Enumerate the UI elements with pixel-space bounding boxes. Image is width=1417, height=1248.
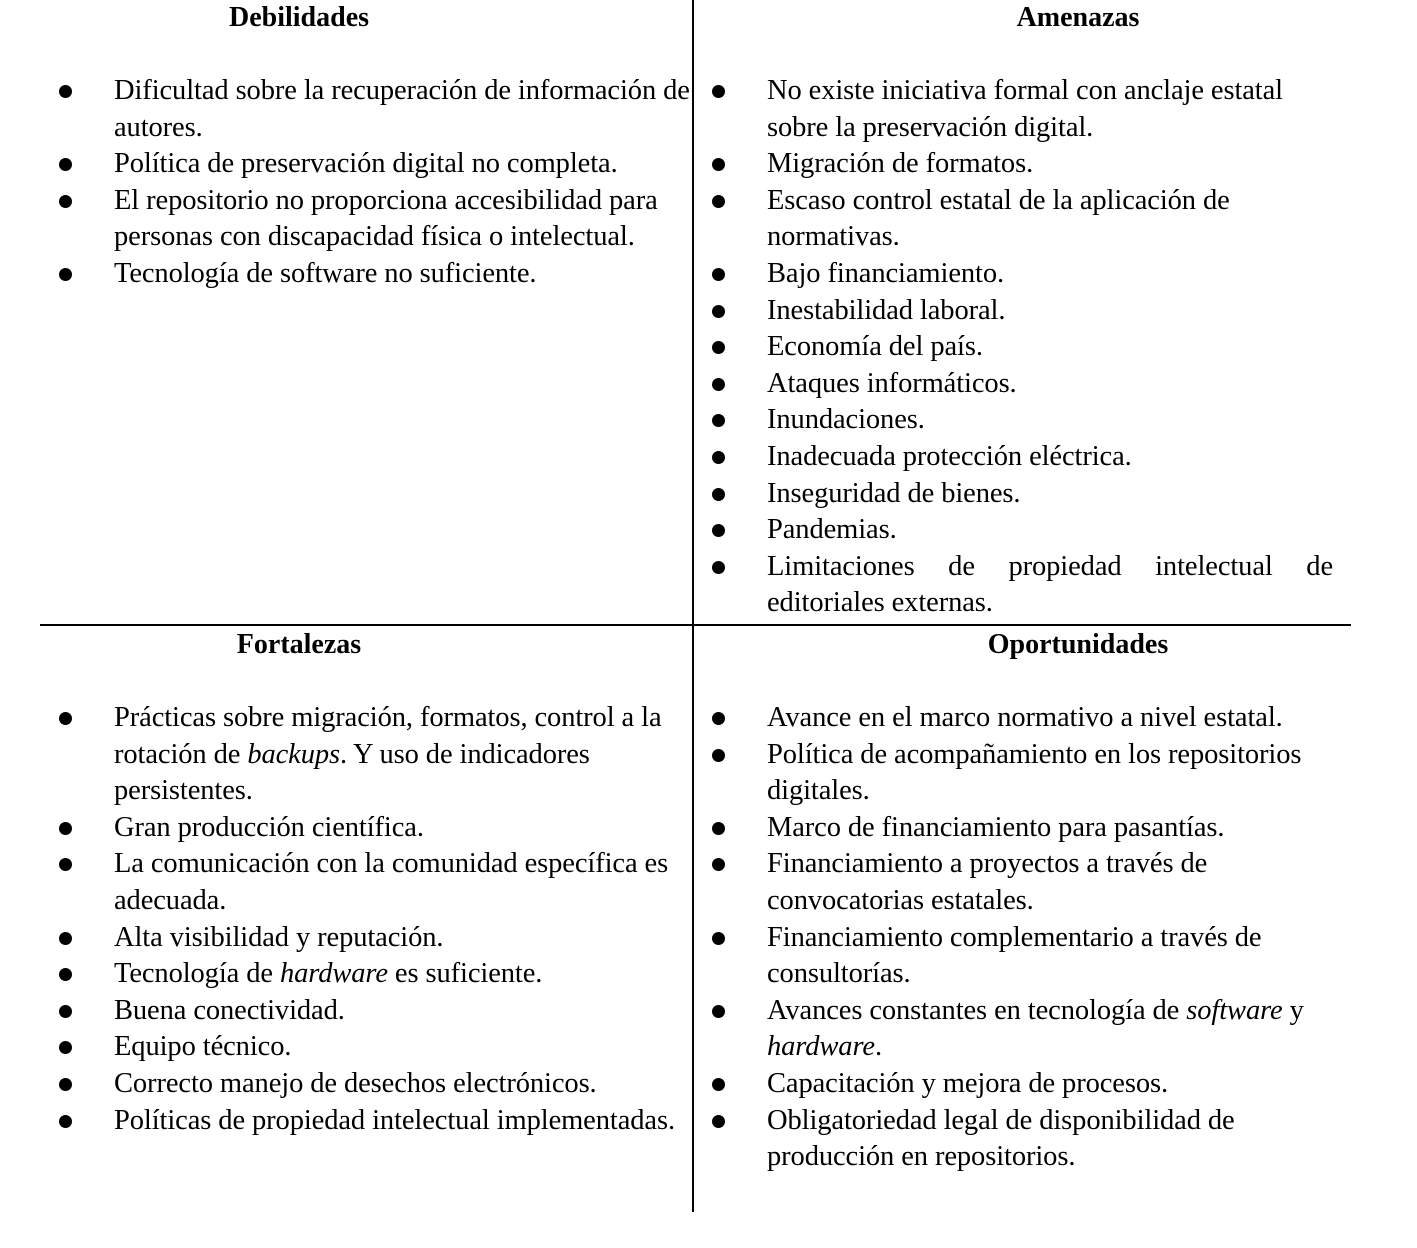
item-list (50, 73, 690, 293)
list-item: Política de preservación digital no completa. (50, 146, 690, 183)
list-item: Bajo financiamiento. (703, 256, 1333, 293)
horizontal-divider (40, 624, 1351, 626)
list-item: Financiamiento complementario a través de consultorías. (703, 920, 1333, 993)
item-text: es suficiente. (387, 958, 543, 990)
list-item: La comunicación con la comunidad específica es adecuada. (50, 846, 690, 919)
item-text: . Y uso de indicadores persistentes. (114, 738, 590, 807)
quadrant-title: Oportunidades (987, 629, 1169, 660)
list-item: Dificultad sobre la recuperación de información de autores. (50, 73, 690, 146)
list-item (50, 956, 690, 993)
list-item (703, 993, 1333, 1066)
list-item: El repositorio no proporciona accesibilidad para personas con discapacidad física o intelectual. (50, 183, 690, 256)
list-item: Migración de formatos. (703, 146, 1333, 183)
quadrant-fortalezas (50, 627, 690, 1139)
quadrant-title: Fortalezas (236, 629, 362, 660)
item-text: Prácticas sobre migración, formatos, control a la rotación de (114, 702, 662, 770)
list-item: Buena conectividad. (50, 993, 690, 1030)
item-text: Tecnología de (114, 958, 280, 990)
list-item: Avance en el marco normativo a nivel estatal. (703, 700, 1333, 737)
quadrant-oportunidades (703, 627, 1343, 1176)
quadrant-title: Debilidades (228, 2, 370, 33)
list-item: Pandemias. (703, 512, 1333, 549)
item-list (703, 73, 1343, 622)
list-item: Inundaciones. (703, 402, 1333, 439)
item-list (50, 700, 690, 1139)
item-text: . (874, 1031, 882, 1063)
list-item: Capacitación y mejora de procesos. (703, 1066, 1333, 1103)
list-item: Financiamiento a proyectos a través de convocatorias estatales. (703, 846, 1333, 919)
list-item: Inseguridad de bienes. (703, 476, 1333, 513)
list-item: Ataques informáticos. (703, 366, 1333, 403)
list-item: Limitaciones de propiedad intelectual de editoriales externas. (703, 549, 1333, 622)
item-emphasis: hardware (767, 1031, 875, 1063)
list-item: Marco de financiamiento para pasantías. (703, 810, 1333, 847)
vertical-divider (692, 0, 694, 1212)
list-item: Alta visibilidad y reputación. (50, 920, 690, 957)
list-item: Tecnología de software no suficiente. (50, 256, 690, 293)
list-item: Escaso control estatal de la aplicación de normativas. (703, 183, 1333, 256)
list-item: Inestabilidad laboral. (703, 293, 1333, 330)
list-item: Correcto manejo de desechos electrónicos. (50, 1066, 690, 1103)
list-item: Economía del país. (703, 329, 1333, 366)
item-emphasis: backups (247, 738, 341, 770)
list-item: Política de acompañamiento en los repositorios digitales. (703, 737, 1333, 810)
list-item: Políticas de propiedad intelectual implementadas. (50, 1103, 690, 1140)
quadrant-amenazas (703, 0, 1343, 622)
quadrant-debilidades (50, 0, 690, 293)
list-item: No existe iniciativa formal con anclaje estatal sobre la preservación digital. (703, 73, 1333, 146)
item-text: y (1282, 994, 1304, 1026)
item-emphasis: software (1186, 994, 1283, 1026)
quadrant-title: Amenazas (1016, 2, 1140, 33)
item-text: Avances constantes en tecnología de (767, 994, 1187, 1026)
list-item: Inadecuada protección eléctrica. (703, 439, 1333, 476)
list-item: Gran producción científica. (50, 810, 690, 847)
item-list (703, 700, 1343, 1176)
list-item: Equipo técnico. (50, 1029, 690, 1066)
item-emphasis: hardware (279, 958, 388, 990)
list-item (50, 700, 690, 810)
list-item: Obligatoriedad legal de disponibilidad de producción en repositorios. (703, 1103, 1333, 1176)
